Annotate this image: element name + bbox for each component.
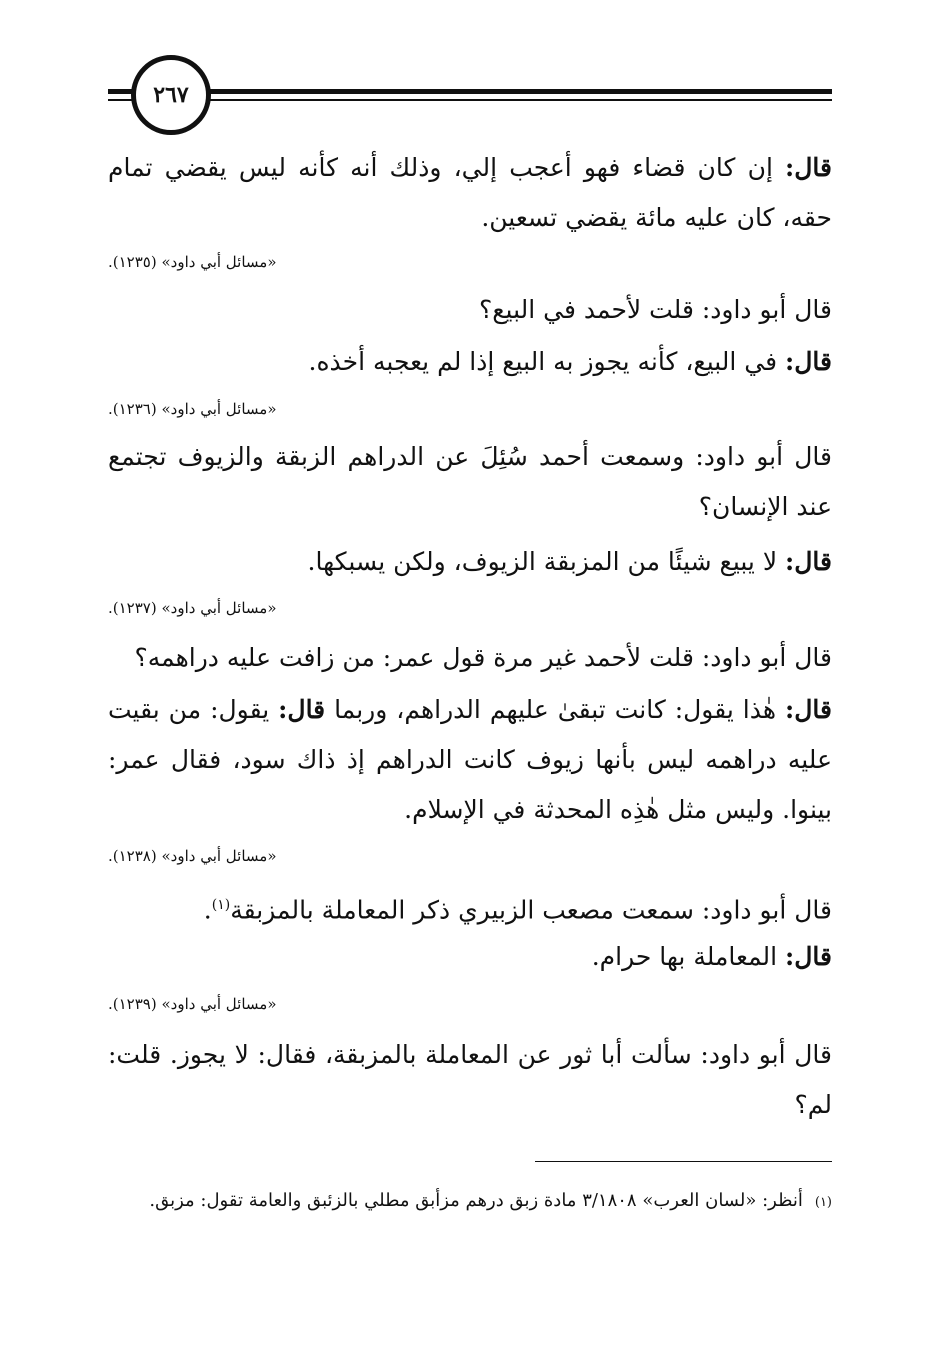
footnote-divider xyxy=(535,1161,832,1162)
source-citation: «مسائل أبي داود» (١٢٣٨). xyxy=(108,847,277,865)
source-citation: «مسائل أبي داود» (١٢٣٦). xyxy=(108,400,277,418)
page-header xyxy=(0,0,950,140)
paragraph xyxy=(108,685,832,835)
paragraph xyxy=(108,337,912,387)
paragraph-text: . xyxy=(203,895,212,925)
source-citation: «مسائل أبي داود» (١٢٣٩). xyxy=(108,995,277,1013)
footnote xyxy=(108,1178,832,1225)
paragraph-text: لا يبيع شيئًا من المزبقة الزيوف، ولكن يسبكها. xyxy=(307,547,786,576)
speaker-label: قال: xyxy=(278,695,326,724)
paragraph-text: قال أبو داود: سمعت مصعب الزبيري ذكر المعاملة بالمزبقة xyxy=(230,895,832,925)
paragraph: قال أبو داود: قلت لأحمد غير مرة قول عمر: من زافت عليه دراهمه؟ xyxy=(134,643,832,672)
header-rule-thick xyxy=(108,89,832,94)
footnote-number: (١) xyxy=(814,1195,832,1210)
paragraph xyxy=(108,143,832,243)
paragraph: قال أبو داود: قلت لأحمد في البيع؟ xyxy=(478,295,832,324)
page-number: ٢٦٧ xyxy=(153,82,189,108)
paragraph xyxy=(108,537,912,587)
speaker-label: قال: xyxy=(785,347,832,376)
source-citation: «مسائل أبي داود» (١٢٣٧). xyxy=(108,599,277,617)
paragraph-text: في البيع، كأنه يجوز به البيع إذا لم يعجبه أخذه. xyxy=(308,347,786,376)
paragraph-text: إن كان قضاء فهو أعجب إلي، وذلك أنه كأنه ليس يقضي تمام حقه، كان عليه مائة يقضي تسعين. xyxy=(108,153,832,232)
header-rule-thin xyxy=(108,99,832,101)
page-number-badge xyxy=(131,55,211,135)
paragraph-text: يقول: من بقيت عليه دراهمه ليس بأنها زيوف كانت الدراهم إذ ذاك سود، فقال عمر: بينوا. وليس مثل هٰذِه المحدثة في الإسلام. xyxy=(108,695,832,824)
paragraph xyxy=(108,880,912,935)
paragraph-text: هٰذا يقول: كانت تبقىٰ عليهم الدراهم، وربما xyxy=(325,695,786,724)
paragraph xyxy=(108,932,912,982)
source-citation: «مسائل أبي داود» (١٢٣٥). xyxy=(108,253,277,271)
footnote-ref: (١) xyxy=(211,897,231,913)
speaker-label: قال: xyxy=(785,695,832,724)
speaker-label: قال: xyxy=(785,153,832,182)
footnote-text: أنظر: «لسان العرب» ٣/١٨٠٨ مادة زبق درهم مزأبق مطلي بالزئبق والعامة تقول: مزبق. xyxy=(149,1190,803,1211)
paragraph: قال أبو داود: سألت أبا ثور عن المعاملة بالمزبقة، فقال: لا يجوز. قلت: لم؟ xyxy=(108,1040,832,1119)
paragraph-text: المعاملة بها حرام. xyxy=(591,942,786,971)
speaker-label: قال: xyxy=(785,942,832,971)
paragraph: قال أبو داود: وسمعت أحمد سُئِلَ عن الدراهم الزبقة والزيوف تجتمع عند الإنسان؟ xyxy=(108,442,832,521)
speaker-label: قال: xyxy=(785,547,832,576)
